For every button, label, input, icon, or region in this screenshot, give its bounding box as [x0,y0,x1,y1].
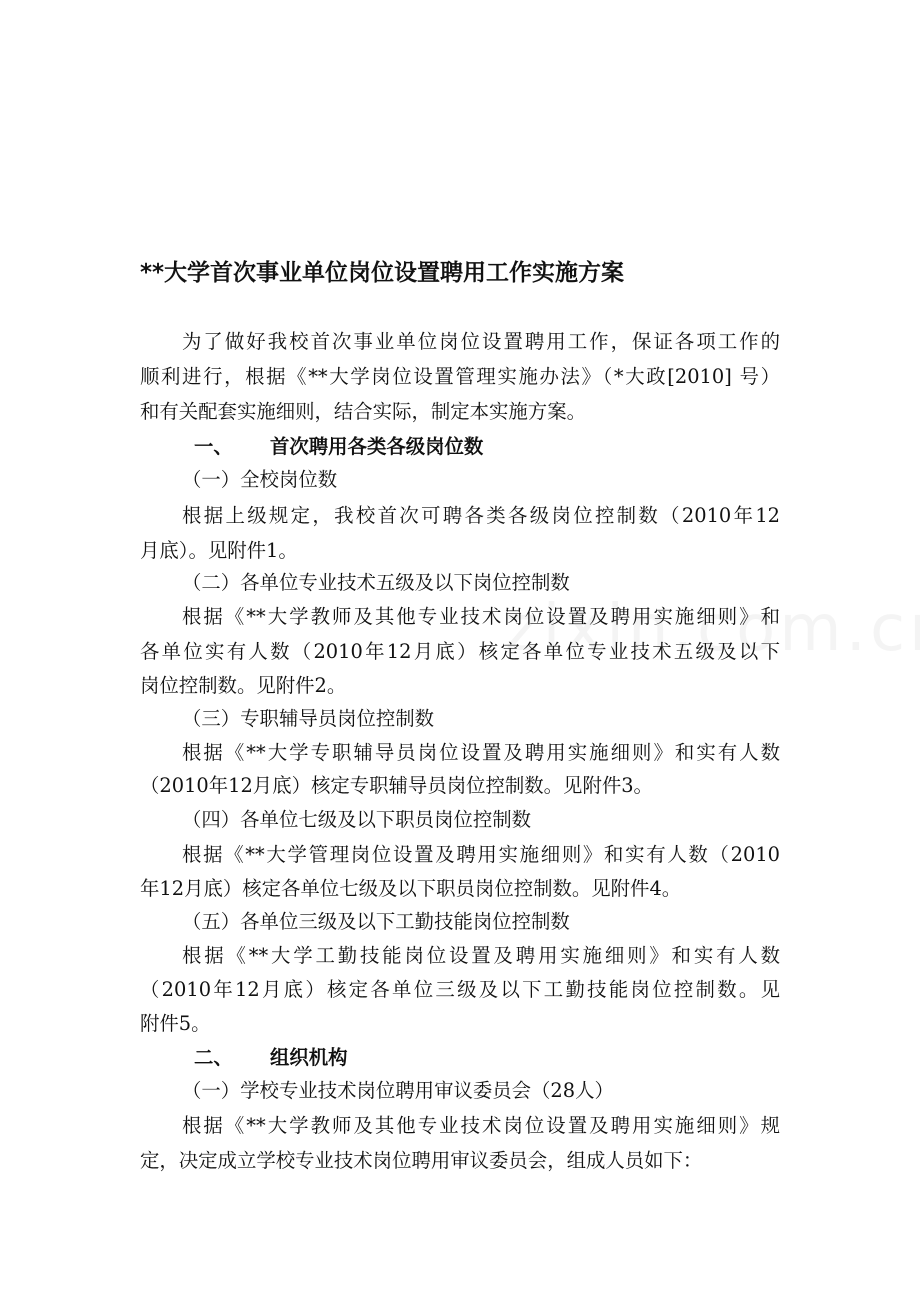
paragraph-line: 各单位实有人数（2010年12月底）核定各单位专业技术五级及以下 [140,640,780,663]
paragraph-line: 根据《**大学专职辅导员岗位设置及聘用实施细则》和实有人数 [182,741,780,764]
paragraph-line: 定，决定成立学校专业技术岗位聘用审议委员会，组成人员如下： [140,1149,703,1172]
paragraph-line: 根据《**大学教师及其他专业技术岗位设置及聘用实施细则》和 [182,605,780,628]
paragraph-line: 根据《**大学管理岗位设置及聘用实施细则》和实有人数（2010 [182,843,780,866]
paragraph-line: 根据《**大学教师及其他专业技术岗位设置及聘用实施细则》规 [182,1114,780,1137]
paragraph-line: 月底）。见附件1。 [140,539,298,562]
intro-line-2: 顺利进行，根据《**大学岗位设置管理实施办法》（*大政[2010] 号） [140,365,780,388]
section-2-number: 二、 [194,1046,233,1069]
paragraph-line: 年12月底）核定各单位七级及以下职员岗位控制数。见附件4。 [140,877,682,900]
paragraph-line: （2010年12月底）核定各单位三级及以下工勤技能岗位控制数。见 [140,978,780,1001]
paragraph-line: 根据上级规定，我校首次可聘各类各级岗位控制数（2010年12 [182,504,780,527]
paragraph-line: 岗位控制数。见附件2。 [140,674,347,697]
subsection-heading: （三）专职辅导员岗位控制数 [182,707,435,730]
section-1-number: 一、 [194,435,233,458]
intro-line-1: 为了做好我校首次事业单位岗位设置聘用工作，保证各项工作的 [182,330,780,353]
subsection-heading: （四）各单位七级及以下职员岗位控制数 [182,808,532,831]
paragraph-line: 附件5。 [140,1012,211,1035]
document-title: **大学首次事业单位岗位设置聘用工作实施方案 [140,260,625,286]
subsection-heading: （五）各单位三级及以下工勤技能岗位控制数 [182,910,570,933]
paragraph-line: （2010年12月底）核定专职辅导员岗位控制数。见附件3。 [140,774,653,797]
subsection-heading: （一）学校专业技术岗位聘用审议委员会（28人） [182,1079,614,1102]
section-1-title: 首次聘用各类各级岗位数 [270,435,484,458]
intro-line-3: 和有关配套实施细则，结合实际，制定本实施方案。 [140,400,586,423]
subsection-heading: （二）各单位专业技术五级及以下岗位控制数 [182,571,570,594]
paragraph-line: 根据《**大学工勤技能岗位设置及聘用实施细则》和实有人数 [182,944,780,967]
section-2-title: 组织机构 [270,1046,348,1069]
subsection-heading: （一）全校岗位数 [182,468,338,491]
